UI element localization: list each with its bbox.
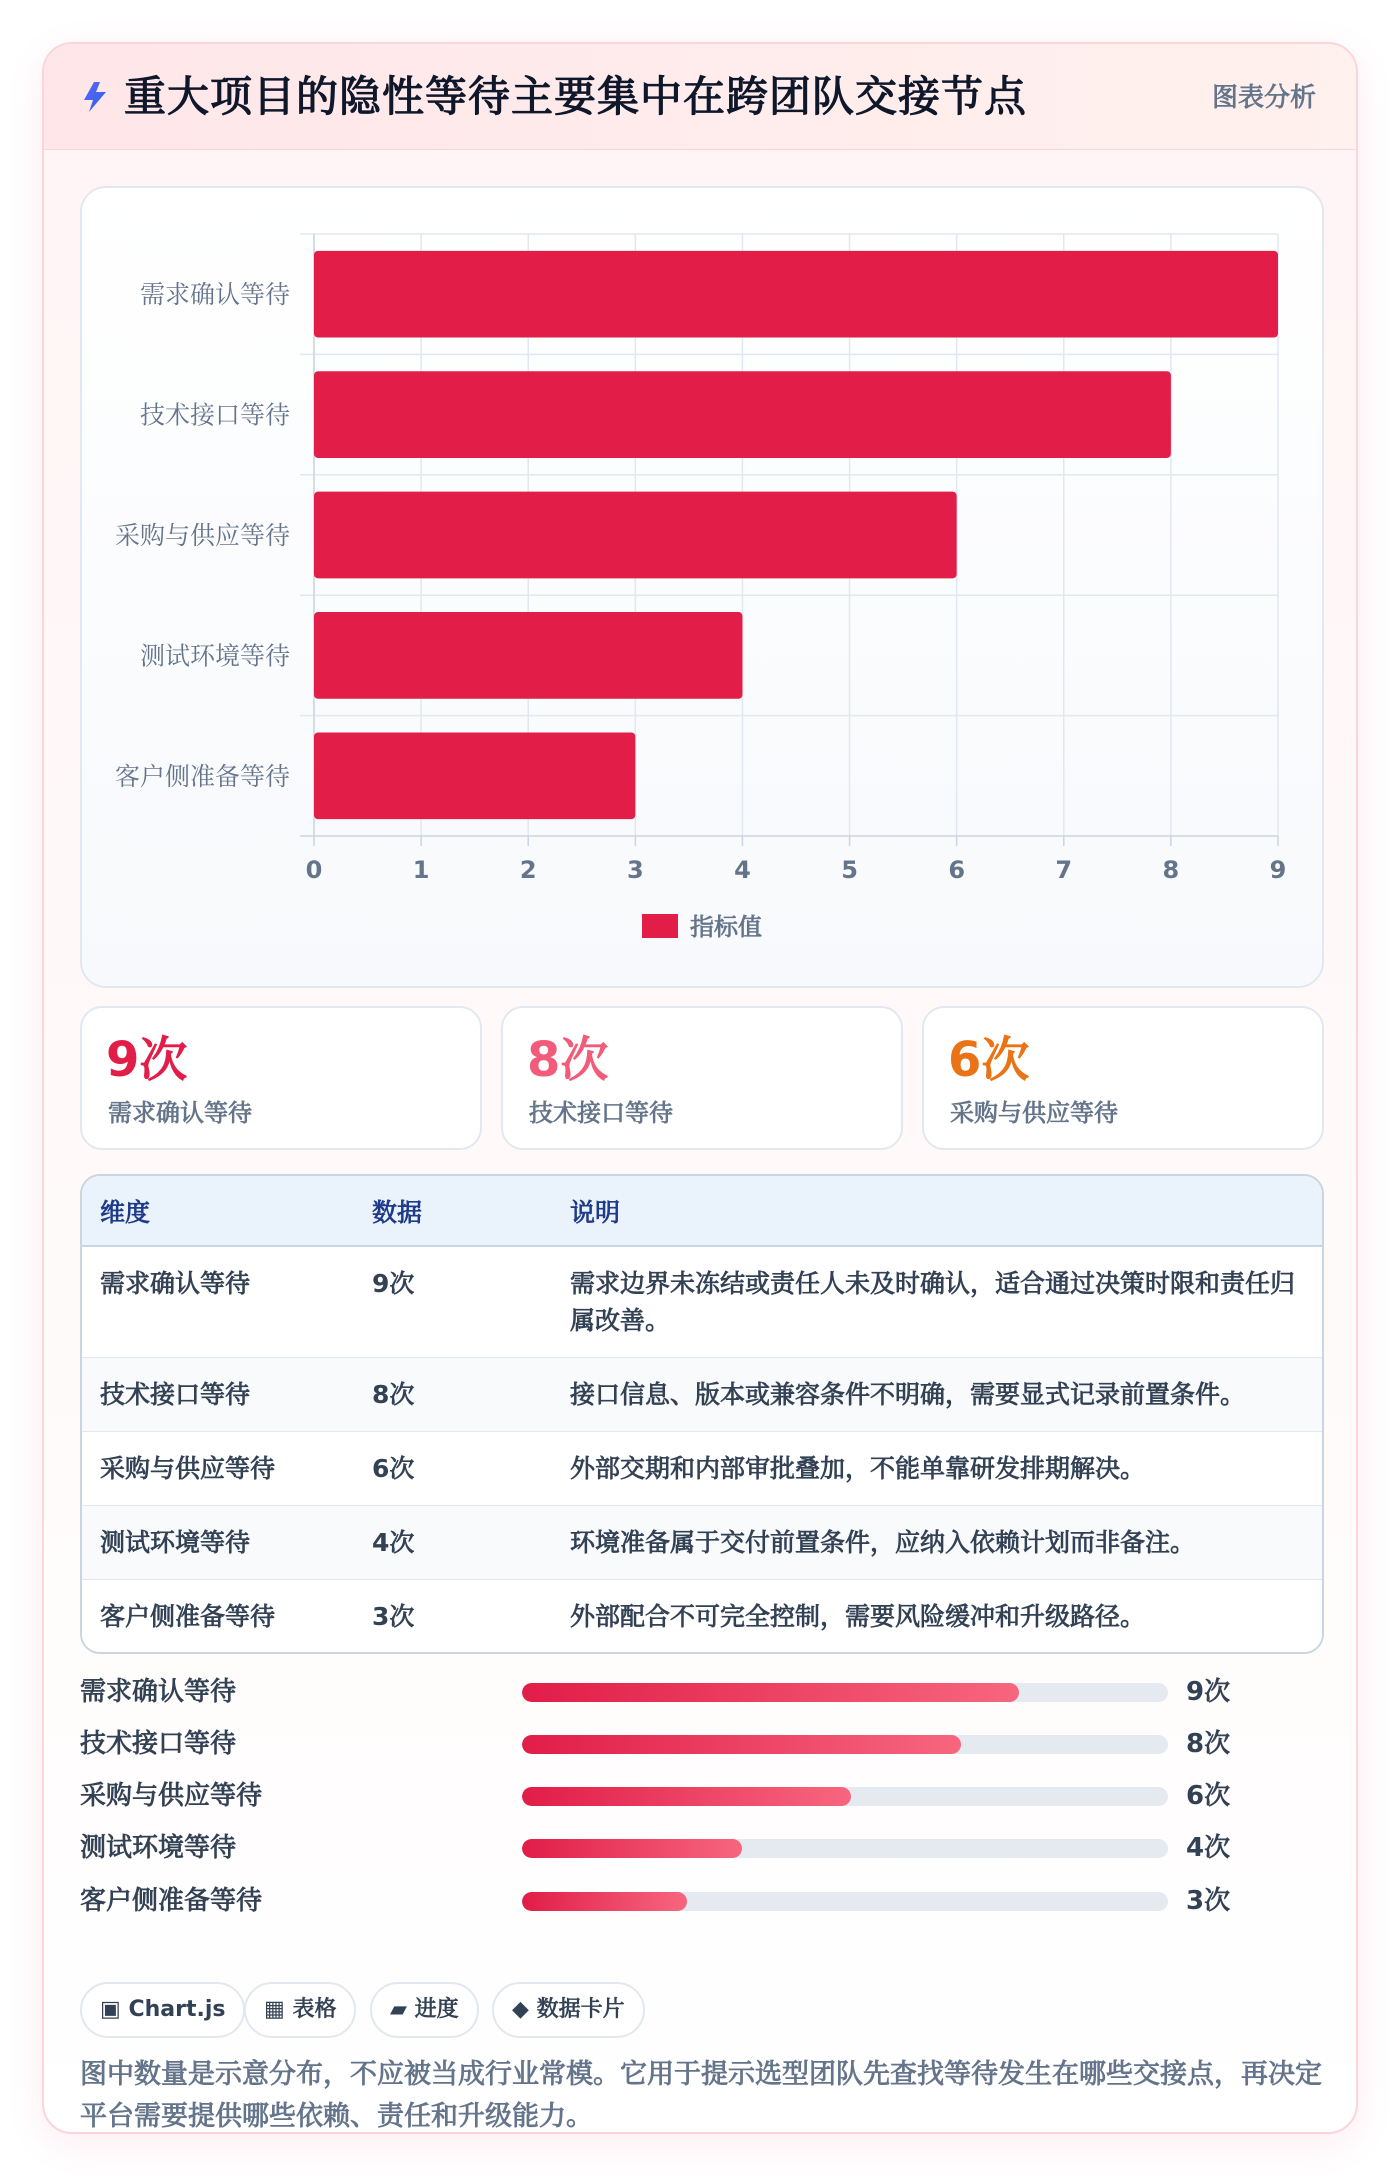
progress-fill: [522, 1787, 851, 1806]
y-category-label: 测试环境等待: [139, 641, 290, 671]
cell-data: 8次: [354, 1358, 552, 1432]
cell-data: 6次: [354, 1432, 552, 1506]
stat-label: 技术接口等待: [529, 1099, 673, 1127]
progress-row: [80, 1828, 1324, 1868]
table-header-row: [82, 1176, 1322, 1246]
bar: [314, 732, 635, 819]
y-category-label: 需求确认等待: [139, 280, 290, 310]
progress-fill: [522, 1892, 687, 1911]
progress-label: 技术接口等待: [80, 1729, 237, 1759]
cell-description: 环境准备属于交付前置条件，应纳入依赖计划而非备注。: [552, 1506, 1322, 1580]
chip-data-cards[interactable]: ◆ 数据卡片: [492, 1982, 645, 2038]
stat-label: 采购与供应等待: [950, 1099, 1118, 1127]
page-title: 重大项目的隐性等待主要集中在跨团队交接节点: [124, 72, 1028, 121]
chip-chartjs[interactable]: ▣ Chart.js: [80, 1982, 245, 2038]
progress-row: [80, 1724, 1324, 1764]
cell-description: 需求边界未冻结或责任人未及时确认，适合通过决策时限和责任归属改善。: [552, 1246, 1322, 1358]
table-row: [82, 1246, 1322, 1358]
bar: [314, 492, 957, 579]
stat-value: 6次: [948, 1032, 1030, 1088]
progress-label: 需求确认等待: [80, 1677, 237, 1707]
bar: [314, 371, 1171, 458]
cell-data: 9次: [354, 1246, 552, 1358]
chip-table[interactable]: ▦ 表格: [244, 1982, 356, 2038]
legend-label: 指标值: [690, 913, 762, 941]
footnote: 图中数量是示意分布，不应被当成行业常模。它用于提示选型团队先查找等待发生在哪些交接点，再决定平台需要提供哪些依赖、责任和升级能力。: [80, 2059, 1322, 2132]
x-tick-label: 3: [626, 856, 644, 884]
progress-label: 测试环境等待: [80, 1833, 237, 1863]
stat-label: 需求确认等待: [108, 1099, 252, 1127]
progress-track: [522, 1839, 1168, 1858]
progress-value: 9次: [1186, 1677, 1231, 1707]
x-tick-label: 2: [519, 856, 537, 884]
y-category-label: 技术接口等待: [139, 400, 290, 430]
cell-dimension: 采购与供应等待: [82, 1432, 354, 1506]
cell-description: 外部配合不可完全控制，需要风险缓冲和升级路径。: [552, 1580, 1322, 1654]
stat-card-1: [80, 1006, 482, 1150]
progress-value: 6次: [1186, 1781, 1231, 1811]
progress-fill: [522, 1735, 961, 1754]
chip-progress[interactable]: ▰ 进度: [370, 1982, 479, 2038]
x-tick-label: 1: [412, 856, 430, 884]
column-header: 维度: [82, 1176, 354, 1246]
stat-card-3: [922, 1006, 1324, 1150]
cell-dimension: 客户侧准备等待: [82, 1580, 354, 1654]
progress-row: [80, 1881, 1324, 1921]
table-row: [82, 1580, 1322, 1654]
progress-label: 采购与供应等待: [80, 1781, 263, 1811]
progress-label: 客户侧准备等待: [80, 1886, 263, 1916]
cell-data: 4次: [354, 1506, 552, 1580]
progress-value: 3次: [1186, 1886, 1231, 1916]
x-tick-label: 8: [1162, 856, 1180, 884]
cell-dimension: 技术接口等待: [82, 1358, 354, 1432]
column-header: 数据: [354, 1176, 552, 1246]
progress-track: [522, 1683, 1168, 1702]
data-table: [80, 1174, 1324, 1654]
progress-track: [522, 1787, 1168, 1806]
cell-dimension: 测试环境等待: [82, 1506, 354, 1580]
progress-fill: [522, 1839, 742, 1858]
report-card: [42, 42, 1358, 2134]
card-header: [44, 44, 1356, 150]
table-row: [82, 1358, 1322, 1432]
y-category-label: 客户侧准备等待: [114, 761, 290, 791]
bar: [314, 612, 742, 699]
bar-chart-panel: [80, 186, 1324, 988]
x-tick-label: 6: [948, 856, 966, 884]
x-tick-label: 7: [1055, 856, 1073, 884]
stat-card-2: [501, 1006, 903, 1150]
table-row: [82, 1432, 1322, 1506]
progress-value: 4次: [1186, 1833, 1231, 1863]
stat-value: 8次: [527, 1032, 609, 1088]
cell-description: 外部交期和内部审批叠加，不能单靠研发排期解决。: [552, 1432, 1322, 1506]
progress-track: [522, 1735, 1168, 1754]
x-tick-label: 5: [841, 856, 858, 884]
stat-value: 9次: [106, 1032, 188, 1088]
bolt-icon: [80, 80, 110, 114]
x-tick-label: 4: [734, 856, 751, 884]
cell-dimension: 需求确认等待: [82, 1246, 354, 1358]
y-category-label: 采购与供应等待: [114, 521, 290, 550]
legend-swatch: [642, 914, 678, 938]
bar: [314, 251, 1278, 338]
bar-chart: [82, 188, 1326, 990]
progress-value: 8次: [1186, 1729, 1231, 1759]
column-header: 说明: [552, 1176, 1322, 1246]
progress-row: [80, 1672, 1324, 1712]
progress-track: [522, 1892, 1168, 1911]
cell-description: 接口信息、版本或兼容条件不明确，需要显式记录前置条件。: [552, 1358, 1322, 1432]
chart-analysis-tag: 图表分析: [1211, 83, 1316, 113]
progress-row: [80, 1776, 1324, 1816]
x-tick-label: 9: [1269, 856, 1287, 884]
table-row: [82, 1506, 1322, 1580]
cell-data: 3次: [354, 1580, 552, 1654]
x-tick-label: 0: [305, 856, 323, 884]
progress-fill: [522, 1683, 1019, 1702]
